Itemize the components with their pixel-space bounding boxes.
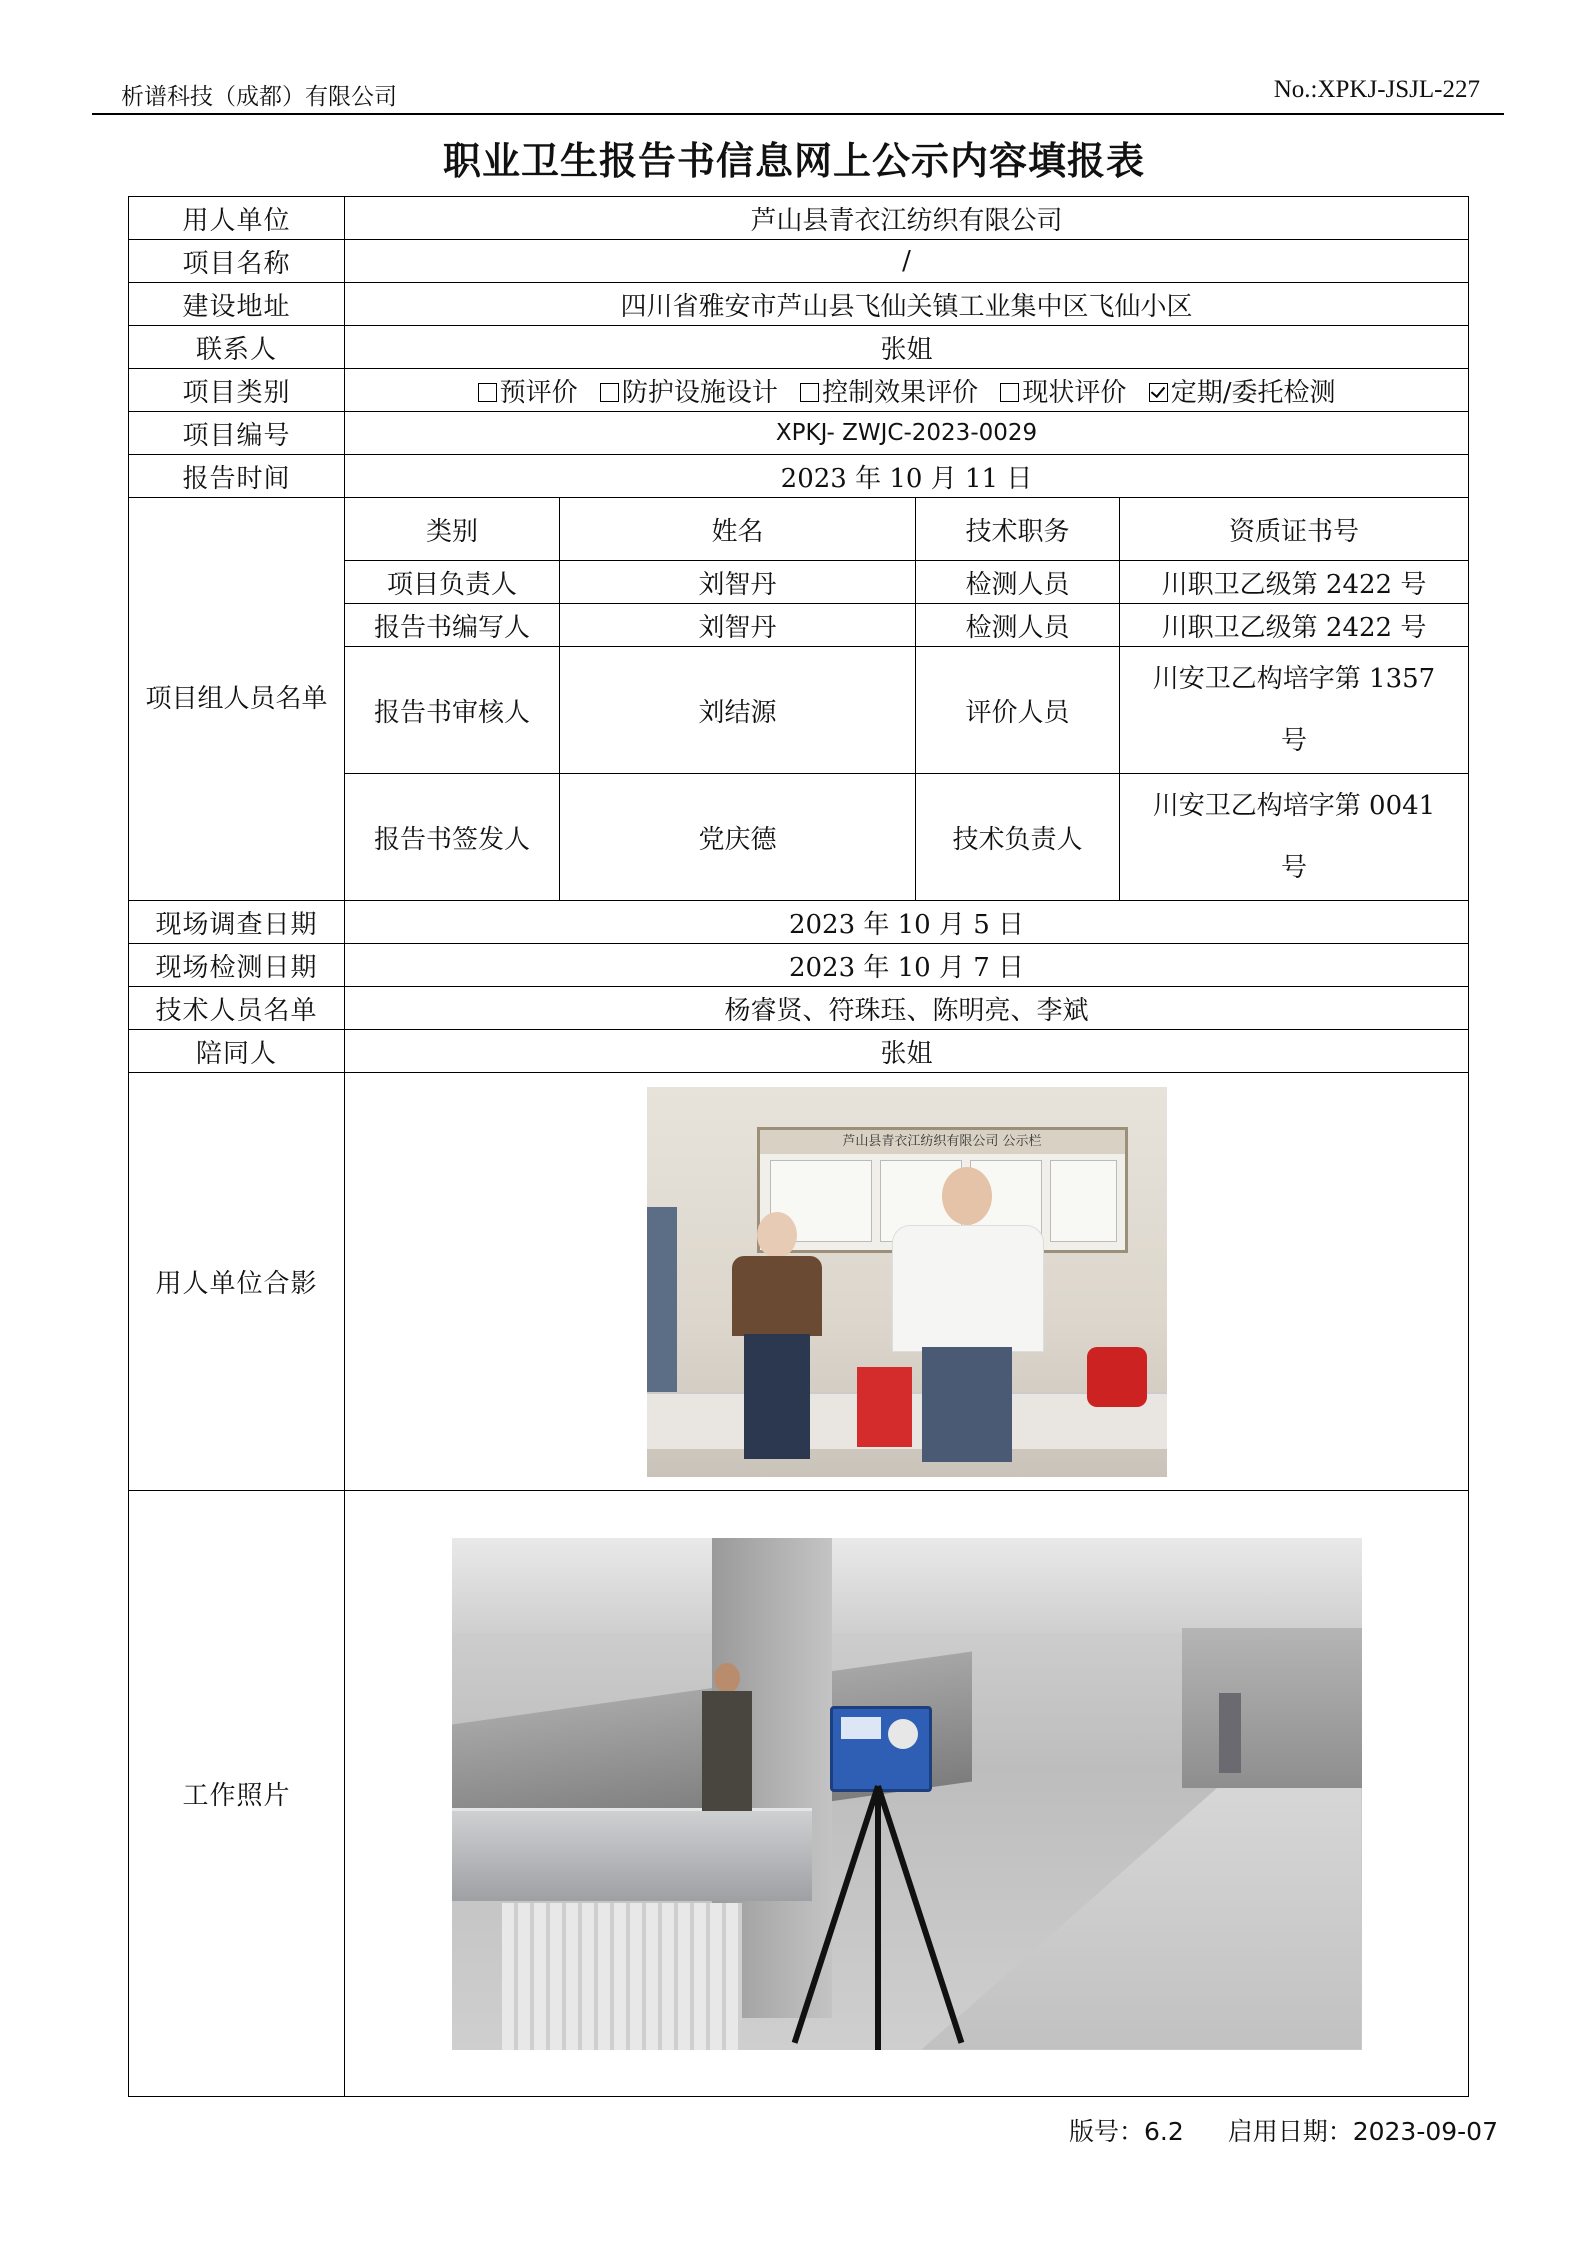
team-certificate: 川安卫乙构培字第 1357 号: [1120, 647, 1469, 774]
instrument-display: [841, 1717, 881, 1739]
test-date-value: 2023 年 10 月 7 日: [345, 944, 1469, 987]
test-date-label: 现场检测日期: [129, 944, 345, 987]
team-header-name: 姓名: [560, 498, 916, 561]
team-certificate: 川职卫乙级第 2422 号: [1120, 561, 1469, 604]
category-option-label: 预评价: [499, 377, 578, 408]
person-man: [882, 1167, 1052, 1472]
team-header-category: 类别: [345, 498, 560, 561]
bulletin-board-title: 芦山县青衣江纺织有限公司 公示栏: [760, 1130, 1125, 1154]
team-person-name: 刘智丹: [560, 604, 916, 647]
team-job-title: 技术负责人: [916, 774, 1120, 901]
jeans: [744, 1334, 810, 1459]
team-header-row: [129, 498, 1469, 561]
category-option-label: 防护设施设计: [621, 377, 778, 408]
escort-value: 张姐: [345, 1030, 1469, 1073]
row-project-name: [129, 240, 1469, 283]
project-number-label: 项目编号: [129, 412, 345, 455]
address-label: 建设地址: [129, 283, 345, 326]
team-job-title: 检测人员: [916, 604, 1120, 647]
company-name: 析谱科技（成都）有限公司: [121, 84, 397, 110]
team-role: 项目负责人: [345, 561, 560, 604]
t-shirt: [892, 1225, 1044, 1352]
header-divider: [92, 113, 1504, 115]
tech-staff-value: 杨睿贤、符珠珏、陈明亮、李斌: [345, 987, 1469, 1030]
row-employer: [129, 197, 1469, 240]
crate: [502, 1903, 742, 2050]
steel-hopper: [452, 1808, 812, 1901]
category-option-protection-design: [600, 378, 778, 408]
distant-machine: [1182, 1628, 1362, 1788]
category-option-pre-evaluation: [478, 378, 578, 408]
category-label: 项目类别: [129, 369, 345, 412]
category-option-control-effect: [800, 378, 978, 408]
work-photo-label: 工作照片: [129, 1491, 345, 2097]
category-option-status-evaluation: [1000, 378, 1126, 408]
row-test-date: [129, 944, 1469, 987]
unchecked-box-icon: [600, 383, 619, 402]
jeans: [922, 1347, 1012, 1462]
door-frame: [647, 1207, 677, 1407]
team-certificate: 川职卫乙级第 2422 号: [1120, 604, 1469, 647]
person-woman: [722, 1212, 832, 1472]
contact-label: 联系人: [129, 326, 345, 369]
team-person-name: 刘结源: [560, 647, 916, 774]
team-job-title: 检测人员: [916, 561, 1120, 604]
fire-extinguisher: [1087, 1347, 1147, 1407]
tripod-leg: [875, 1786, 881, 2050]
team-person-name: 党庆德: [560, 774, 916, 901]
floor-aisle: [922, 1758, 1362, 2050]
page-title: 职业卫生报告书信息网上公示内容填报表: [442, 139, 1145, 183]
body: [702, 1691, 752, 1811]
row-contact: [129, 326, 1469, 369]
employer-label: 用人单位: [129, 197, 345, 240]
team-job-title: 评价人员: [916, 647, 1120, 774]
project-name-value: /: [345, 240, 1469, 283]
distant-worker: [1219, 1693, 1241, 1773]
category-options: [345, 369, 1469, 412]
employer-value: 芦山县青衣江纺织有限公司: [345, 197, 1469, 240]
report-date-label: 报告时间: [129, 455, 345, 498]
ceiling: [452, 1538, 1362, 1633]
face: [714, 1663, 740, 1693]
instrument-dial: [888, 1719, 918, 1749]
address-value: 四川省雅安市芦山县飞仙关镇工业集中区飞仙小区: [345, 283, 1469, 326]
team-header-title: 技术职务: [916, 498, 1120, 561]
sweater: [732, 1256, 822, 1336]
tripod-leg: [875, 1785, 964, 2044]
effective-date: 启用日期：2023-09-07: [1227, 2117, 1498, 2146]
row-group-photo: [129, 1073, 1469, 1491]
row-category: [129, 369, 1469, 412]
unchecked-box-icon: [1000, 383, 1019, 402]
notice-sheet: [1050, 1160, 1117, 1242]
row-escort: [129, 1030, 1469, 1073]
footer: [1069, 2112, 1498, 2148]
project-number-value: XPKJ- ZWJC-2023-0029: [345, 412, 1469, 455]
group-photo-cell: [345, 1073, 1469, 1491]
row-report-date: [129, 455, 1469, 498]
group-photo: [647, 1087, 1167, 1477]
group-photo-label: 用人单位合影: [129, 1073, 345, 1491]
face: [757, 1212, 797, 1258]
category-option-label: 定期/委托检测: [1170, 377, 1336, 408]
row-work-photo: [129, 1491, 1469, 2097]
checked-box-icon: [1149, 383, 1168, 402]
document-number: No.:XPKJ-JSJL-227: [1273, 76, 1480, 103]
contact-value: 张姐: [345, 326, 1469, 369]
unchecked-box-icon: [800, 383, 819, 402]
row-survey-date: [129, 901, 1469, 944]
category-option-label: 控制效果评价: [822, 377, 979, 408]
team-label: 项目组人员名单: [129, 498, 345, 901]
work-photo-cell: [345, 1491, 1469, 2097]
unchecked-box-icon: [478, 383, 497, 402]
category-option-periodic-testing: [1149, 378, 1336, 408]
row-project-number: [129, 412, 1469, 455]
row-tech-staff: [129, 987, 1469, 1030]
face: [942, 1167, 992, 1225]
team-role: 报告书编写人: [345, 604, 560, 647]
report-date-value: 2023 年 10 月 11 日: [345, 455, 1469, 498]
info-table: [128, 196, 1469, 2097]
project-name-label: 项目名称: [129, 240, 345, 283]
tech-staff-label: 技术人员名单: [129, 987, 345, 1030]
team-certificate: 川安卫乙构培字第 0041 号: [1120, 774, 1469, 901]
version-number: 版号：6.2: [1069, 2117, 1184, 2146]
work-photo: [452, 1538, 1362, 2050]
team-header-certificate: 资质证书号: [1120, 498, 1469, 561]
worker: [702, 1663, 752, 1813]
survey-date-label: 现场调查日期: [129, 901, 345, 944]
team-role: 报告书审核人: [345, 647, 560, 774]
team-role: 报告书签发人: [345, 774, 560, 901]
survey-date-value: 2023 年 10 月 5 日: [345, 901, 1469, 944]
sampling-instrument: [830, 1706, 932, 1792]
escort-label: 陪同人: [129, 1030, 345, 1073]
row-address: [129, 283, 1469, 326]
category-option-label: 现状评价: [1022, 377, 1127, 408]
team-person-name: 刘智丹: [560, 561, 916, 604]
